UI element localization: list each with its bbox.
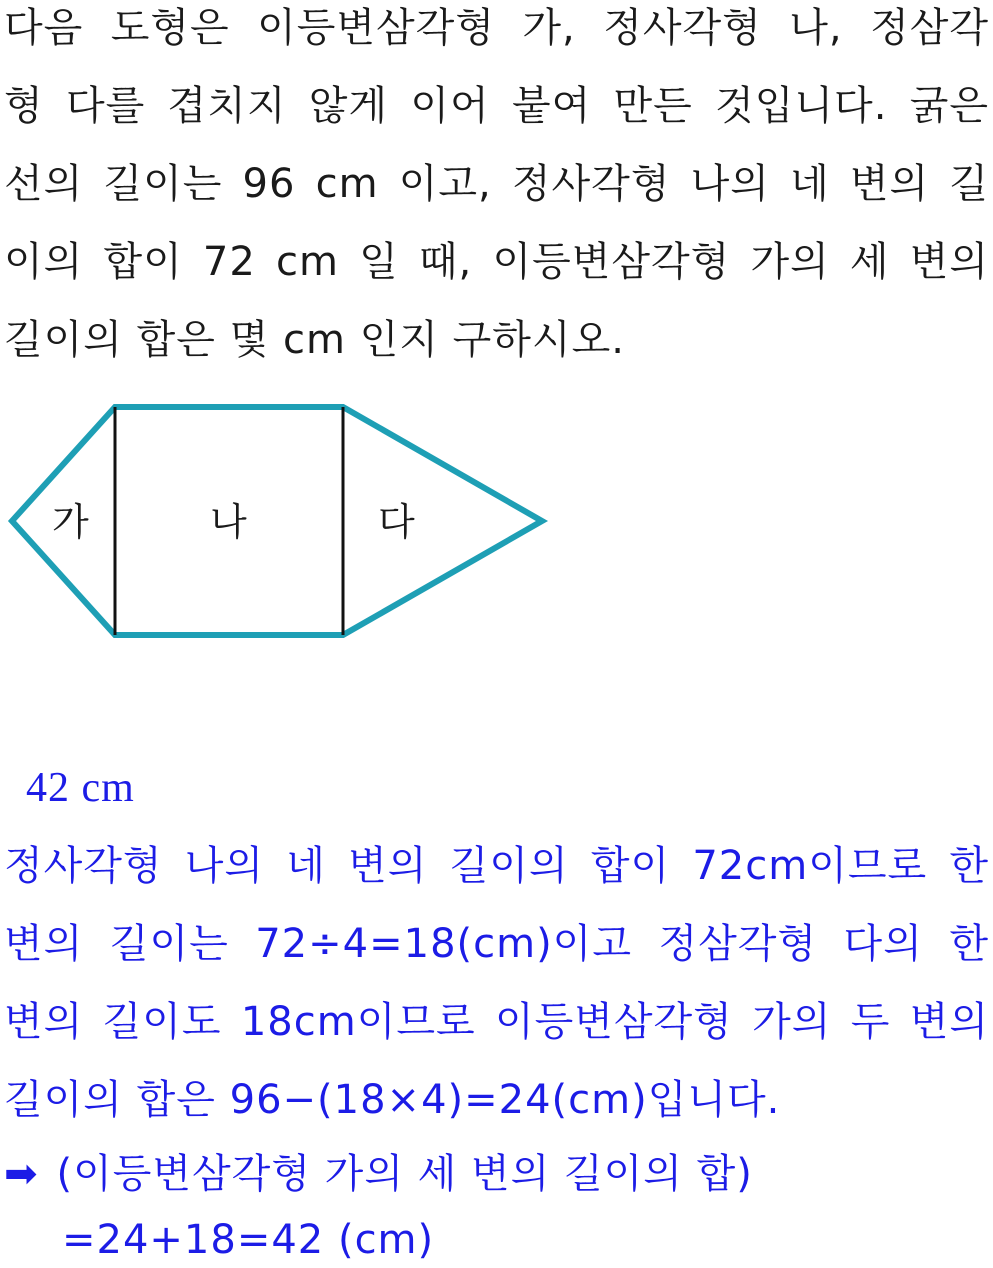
solution-line-2: 변의 길이는 72÷4=18(cm)이고 정삼각형 다의 한 — [4, 921, 989, 967]
label-na: 나 — [210, 500, 247, 544]
solution-line-1: 정사각형 나의 네 변의 길이의 합이 72cm이므로 한 — [4, 843, 989, 889]
conclusion-line — [4, 1148, 989, 1200]
question-line-1: 다음 도형은 이등변삼각형 가, 정사각형 나, 정삼각 — [4, 5, 989, 51]
conclusion-equation: =24+18=42 (cm) — [62, 1217, 435, 1263]
label-da: 다 — [378, 500, 415, 544]
label-ga: 가 — [52, 500, 89, 544]
solution-line-4: 길이의 합은 96−(18×4)=24(cm)입니다. — [4, 1077, 781, 1123]
question-line-2: 형 다를 겹치지 않게 이어 붙여 만든 것입니다. 굵은 — [4, 83, 989, 129]
bold-outline — [12, 407, 542, 635]
question-line-3: 선의 길이는 96 cm 이고, 정사각형 나의 네 변의 길 — [4, 161, 989, 207]
arrow-icon: ➡ — [4, 1151, 39, 1197]
answer-value — [26, 762, 993, 814]
conclusion-label: (이등변삼각형 가의 세 변의 길이의 합) — [56, 1151, 753, 1197]
composite-shape-figure — [0, 390, 560, 650]
question-line-5: 길이의 합은 몇 cm 인지 구하시오. — [4, 317, 625, 363]
solution-line-3: 변의 길이도 18cm이므로 이등변삼각형 가의 두 변의 — [4, 999, 989, 1045]
question-line-4: 이의 합이 72 cm 일 때, 이등변삼각형 가의 세 변의 — [4, 239, 989, 285]
answer-value-text: 42 cm — [26, 765, 135, 811]
